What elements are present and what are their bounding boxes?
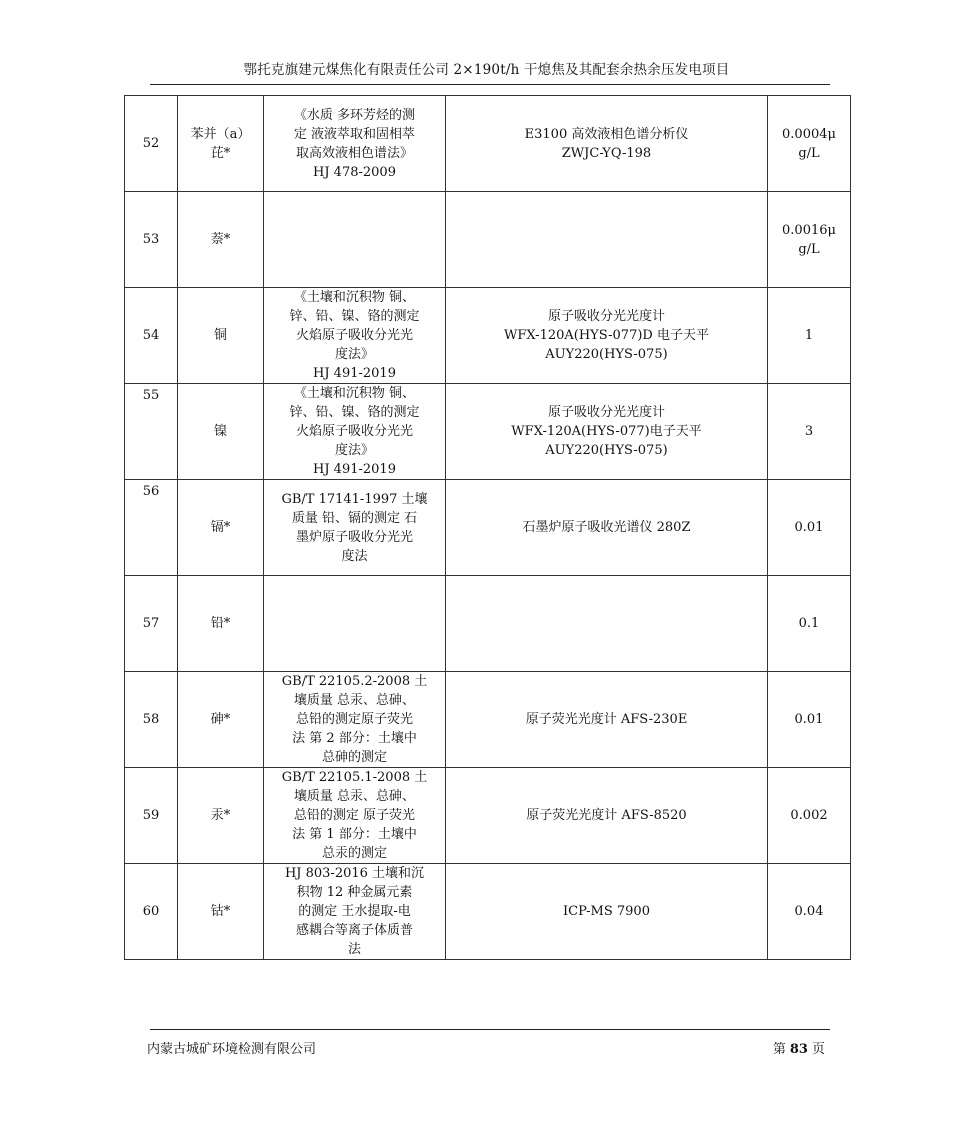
row-number-cell bbox=[125, 96, 178, 192]
test-item-cell bbox=[178, 192, 264, 288]
detection-limit-cell bbox=[768, 384, 851, 480]
row-number: 56 bbox=[142, 484, 160, 499]
test-method-cell bbox=[264, 768, 446, 864]
test-method-line: HJ 478-2009 bbox=[313, 164, 396, 180]
detection-limit-line: 0.0004μ bbox=[782, 126, 836, 142]
page-suffix: 页 bbox=[811, 1042, 825, 1057]
instrument-line: WFX-120A(HYS-077)电子天平 bbox=[511, 424, 702, 439]
test-method-line: 总汞的测定 bbox=[321, 846, 387, 861]
page-prefix: 第 bbox=[772, 1042, 786, 1057]
row-number-cell bbox=[125, 672, 178, 768]
footer-page-number bbox=[773, 1038, 825, 1057]
test-item-line: 苯并（a） bbox=[190, 126, 251, 142]
test-item-cell bbox=[178, 480, 264, 576]
detection-limit-line: g/L bbox=[798, 241, 820, 257]
test-method-line: 《土壤和沉积物 铜、 bbox=[293, 386, 416, 401]
table-row bbox=[125, 96, 851, 192]
detection-limit-cell bbox=[768, 768, 851, 864]
test-method-line: HJ 803-2016 土壤和沉 bbox=[284, 866, 425, 881]
test-method-line: GB/T 22105.1-2008 土 bbox=[281, 770, 428, 785]
test-method-cell bbox=[264, 192, 446, 288]
instrument-cell bbox=[446, 480, 768, 576]
test-method-line: 壤质量 总汞、总砷、 bbox=[293, 789, 416, 804]
detection-limit-cell bbox=[768, 288, 851, 384]
test-item-cell bbox=[178, 384, 264, 480]
instrument-line: 原子吸收分光光度计 bbox=[547, 309, 665, 324]
test-item-line: 砷* bbox=[210, 712, 231, 727]
header-divider bbox=[150, 84, 830, 85]
row-number-cell bbox=[125, 768, 178, 864]
test-method-cell bbox=[264, 576, 446, 672]
test-item-cell bbox=[178, 672, 264, 768]
row-number: 59 bbox=[142, 808, 160, 823]
test-item-cell bbox=[178, 96, 264, 192]
instrument-cell bbox=[446, 672, 768, 768]
detection-limit-cell bbox=[768, 672, 851, 768]
test-method-line: GB/T 22105.2-2008 土 bbox=[281, 674, 428, 689]
test-item-cell bbox=[178, 864, 264, 960]
instrument-line: ICP-MS 7900 bbox=[563, 904, 650, 919]
instrument-cell bbox=[446, 192, 768, 288]
test-method-line: 墨炉原子吸收分光光 bbox=[295, 529, 413, 545]
test-item-line: 镍 bbox=[213, 424, 227, 439]
test-item-line: 铅* bbox=[210, 616, 231, 631]
test-method-line: 的测定 王水提取-电 bbox=[298, 904, 411, 919]
row-number-cell bbox=[125, 192, 178, 288]
detection-methods-table bbox=[124, 95, 851, 960]
table-row bbox=[125, 288, 851, 384]
test-method-line: 感耦合等离子体质普 bbox=[295, 923, 413, 938]
test-item-line: 萘* bbox=[210, 232, 231, 247]
row-number: 53 bbox=[142, 232, 160, 247]
table-body bbox=[125, 96, 851, 960]
detection-limit-line: 0.0016μ bbox=[782, 222, 836, 238]
detection-methods-table-container bbox=[124, 95, 850, 960]
test-method-line: HJ 491-2019 bbox=[313, 462, 396, 477]
detection-limit-cell bbox=[768, 96, 851, 192]
test-method-line: 法 bbox=[347, 942, 361, 957]
row-number: 54 bbox=[142, 328, 160, 343]
row-number-cell bbox=[125, 576, 178, 672]
instrument-line: AUY220(HYS-075) bbox=[545, 443, 668, 458]
test-method-line: 火焰原子吸收分光光 bbox=[295, 328, 413, 343]
instrument-line: WFX-120A(HYS-077)D 电子天平 bbox=[504, 328, 709, 343]
test-item-line: 镉* bbox=[210, 520, 231, 535]
test-method-line: 《土壤和沉积物 铜、 bbox=[293, 290, 416, 305]
instrument-line: 原子吸收分光光度计 bbox=[547, 405, 665, 420]
test-method-line: HJ 491-2019 bbox=[313, 366, 396, 381]
test-method-line: 积物 12 种金属元素 bbox=[296, 885, 413, 900]
test-method-cell bbox=[264, 480, 446, 576]
table-row bbox=[125, 864, 851, 960]
test-method-line: 度法》 bbox=[334, 443, 374, 458]
detection-limit-cell bbox=[768, 192, 851, 288]
page-number: 83 bbox=[789, 1042, 808, 1057]
test-method-line: 质量 铅、镉的测定 石 bbox=[291, 510, 418, 526]
detection-limit-line: 3 bbox=[804, 424, 814, 439]
detection-limit-line: 1 bbox=[804, 328, 814, 343]
test-method-line: GB/T 17141-1997 土壤 bbox=[281, 491, 428, 507]
test-method-cell bbox=[264, 864, 446, 960]
instrument-line: AUY220(HYS-075) bbox=[545, 347, 668, 362]
test-method-line: 锌、铅、镍、铬的测定 bbox=[289, 309, 420, 324]
table-row bbox=[125, 192, 851, 288]
row-number-cell bbox=[125, 480, 178, 576]
test-item-cell bbox=[178, 768, 264, 864]
test-item-line: 钴* bbox=[210, 904, 231, 919]
table-row bbox=[125, 672, 851, 768]
test-item-line: 汞* bbox=[210, 808, 231, 823]
test-method-line: 法 第 1 部分：土壤中 bbox=[292, 827, 417, 842]
table-row bbox=[125, 480, 851, 576]
test-method-line: 法 第 2 部分：土壤中 bbox=[292, 731, 417, 746]
test-method-line: 度法 bbox=[341, 548, 368, 564]
instrument-cell bbox=[446, 96, 768, 192]
page-header-title: 鄂托克旗建元煤焦化有限责任公司 2×190t/h 干熄焦及其配套余热余压发电项目 bbox=[243, 62, 730, 78]
test-method-line: 定 液液萃取和固相萃 bbox=[293, 126, 416, 142]
row-number-cell bbox=[125, 384, 178, 480]
test-item-cell bbox=[178, 576, 264, 672]
instrument-line: ZWJC-YQ-198 bbox=[561, 145, 652, 161]
detection-limit-line: g/L bbox=[798, 145, 820, 161]
instrument-cell bbox=[446, 768, 768, 864]
table-row bbox=[125, 576, 851, 672]
detection-limit-line: 0.01 bbox=[794, 712, 824, 727]
detection-limit-cell bbox=[768, 864, 851, 960]
row-number-cell bbox=[125, 288, 178, 384]
detection-limit-line: 0.04 bbox=[794, 904, 824, 919]
test-item-line: 芘* bbox=[210, 145, 231, 161]
detection-limit-cell bbox=[768, 480, 851, 576]
footer-company: 内蒙古城矿环境检测有限公司 bbox=[147, 1042, 317, 1057]
instrument-line: 石墨炉原子吸收光谱仪 280Z bbox=[522, 520, 691, 535]
test-method-line: 火焰原子吸收分光光 bbox=[295, 424, 413, 439]
test-method-cell bbox=[264, 672, 446, 768]
detection-limit-line: 0.01 bbox=[794, 520, 824, 535]
test-method-line: 总铅的测定原子荧光 bbox=[295, 712, 413, 727]
test-method-line: 《水质 多环芳烃的测 bbox=[293, 107, 416, 123]
test-item-line: 铜 bbox=[213, 328, 227, 343]
instrument-cell bbox=[446, 288, 768, 384]
instrument-line: E3100 高效液相色谱分析仪 bbox=[524, 126, 689, 142]
row-number: 58 bbox=[142, 712, 160, 727]
test-method-line: 锌、铅、镍、铬的测定 bbox=[289, 405, 420, 420]
test-method-cell bbox=[264, 384, 446, 480]
test-method-cell bbox=[264, 96, 446, 192]
instrument-cell bbox=[446, 576, 768, 672]
instrument-cell bbox=[446, 864, 768, 960]
instrument-line: 原子荧光光度计 AFS-8520 bbox=[526, 808, 687, 823]
test-method-cell bbox=[264, 288, 446, 384]
row-number: 57 bbox=[142, 616, 160, 631]
test-method-line: 度法》 bbox=[334, 347, 374, 362]
detection-limit-line: 0.002 bbox=[790, 808, 828, 823]
detection-limit-cell bbox=[768, 576, 851, 672]
test-method-line: 总砷的测定 bbox=[321, 750, 387, 765]
table-row bbox=[125, 384, 851, 480]
footer-divider bbox=[150, 1029, 830, 1030]
row-number-cell bbox=[125, 864, 178, 960]
row-number: 52 bbox=[142, 136, 160, 151]
instrument-cell bbox=[446, 384, 768, 480]
test-method-line: 总铅的测定 原子荧光 bbox=[293, 808, 416, 823]
row-number: 60 bbox=[142, 904, 160, 919]
test-method-line: 壤质量 总汞、总砷、 bbox=[293, 693, 416, 708]
test-method-line: 取高效液相色谱法》 bbox=[295, 145, 413, 161]
test-item-cell bbox=[178, 288, 264, 384]
row-number: 55 bbox=[142, 388, 160, 403]
instrument-line: 原子荧光光度计 AFS-230E bbox=[525, 712, 688, 727]
table-row bbox=[125, 768, 851, 864]
detection-limit-line: 0.1 bbox=[798, 616, 820, 631]
